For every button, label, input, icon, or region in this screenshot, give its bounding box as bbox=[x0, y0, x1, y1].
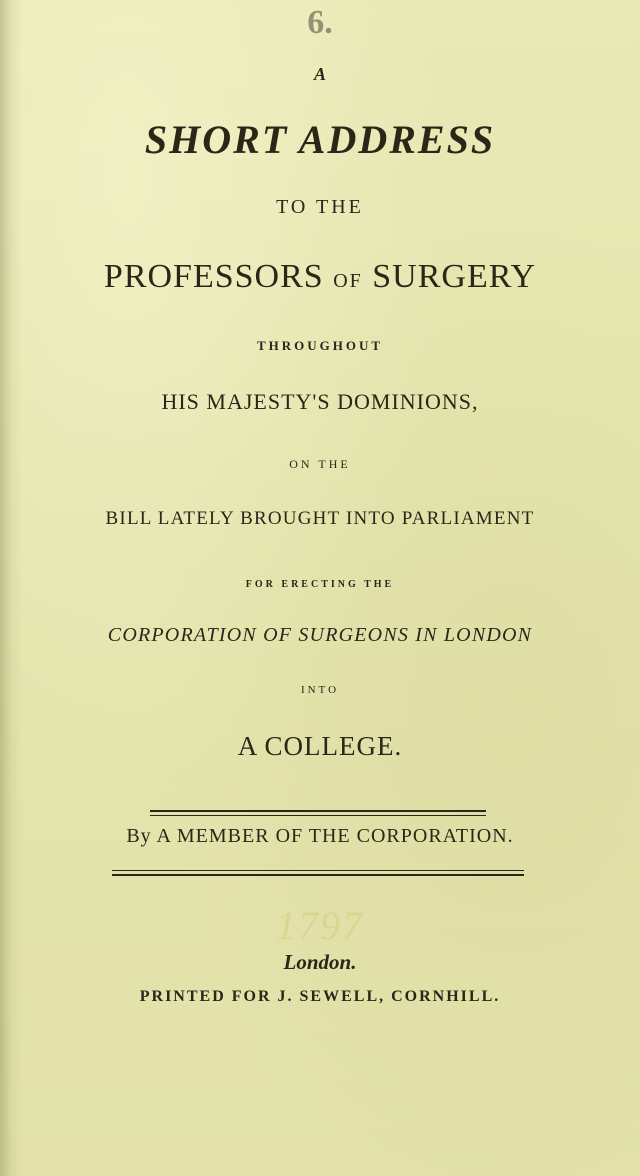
title-corporation-line: CORPORATION OF SURGEONS IN LONDON bbox=[107, 624, 533, 646]
title-college: A COLLEGE. bbox=[237, 731, 403, 761]
upper-rule bbox=[150, 810, 486, 812]
main-title: SHORT ADDRESS bbox=[144, 117, 496, 162]
title-for-erecting: FOR ERECTING THE bbox=[245, 579, 395, 590]
lower-rule bbox=[112, 874, 524, 876]
title-dominions: HIS MAJESTY'S DOMINIONS, bbox=[161, 389, 479, 414]
imprint-place: London. bbox=[283, 950, 357, 974]
title-throughout: THROUGHOUT bbox=[256, 338, 384, 353]
title-bill-line: BILL LATELY BROUGHT INTO PARLIAMENT bbox=[105, 508, 535, 529]
author-line: By A MEMBER OF THE CORPORATION. bbox=[126, 825, 514, 847]
upper-rule-thin bbox=[150, 815, 486, 816]
of-text: OF bbox=[333, 270, 363, 292]
handwritten-year: 1797 bbox=[276, 903, 364, 948]
surgery-text: SURGERY bbox=[372, 258, 537, 295]
lower-rule-thin bbox=[112, 870, 524, 871]
page-number-mark: 6. bbox=[307, 4, 333, 41]
title-professors-line bbox=[0, 258, 640, 296]
title-on-the: ON THE bbox=[289, 457, 351, 471]
title-into: INTO bbox=[300, 684, 340, 696]
professors-text: PROFESSORS bbox=[103, 258, 324, 295]
imprint-line: PRINTED FOR J. SEWELL, CORNHILL. bbox=[139, 988, 501, 1005]
title-to-the: TO THE bbox=[276, 196, 364, 218]
title-article: A bbox=[313, 64, 326, 84]
